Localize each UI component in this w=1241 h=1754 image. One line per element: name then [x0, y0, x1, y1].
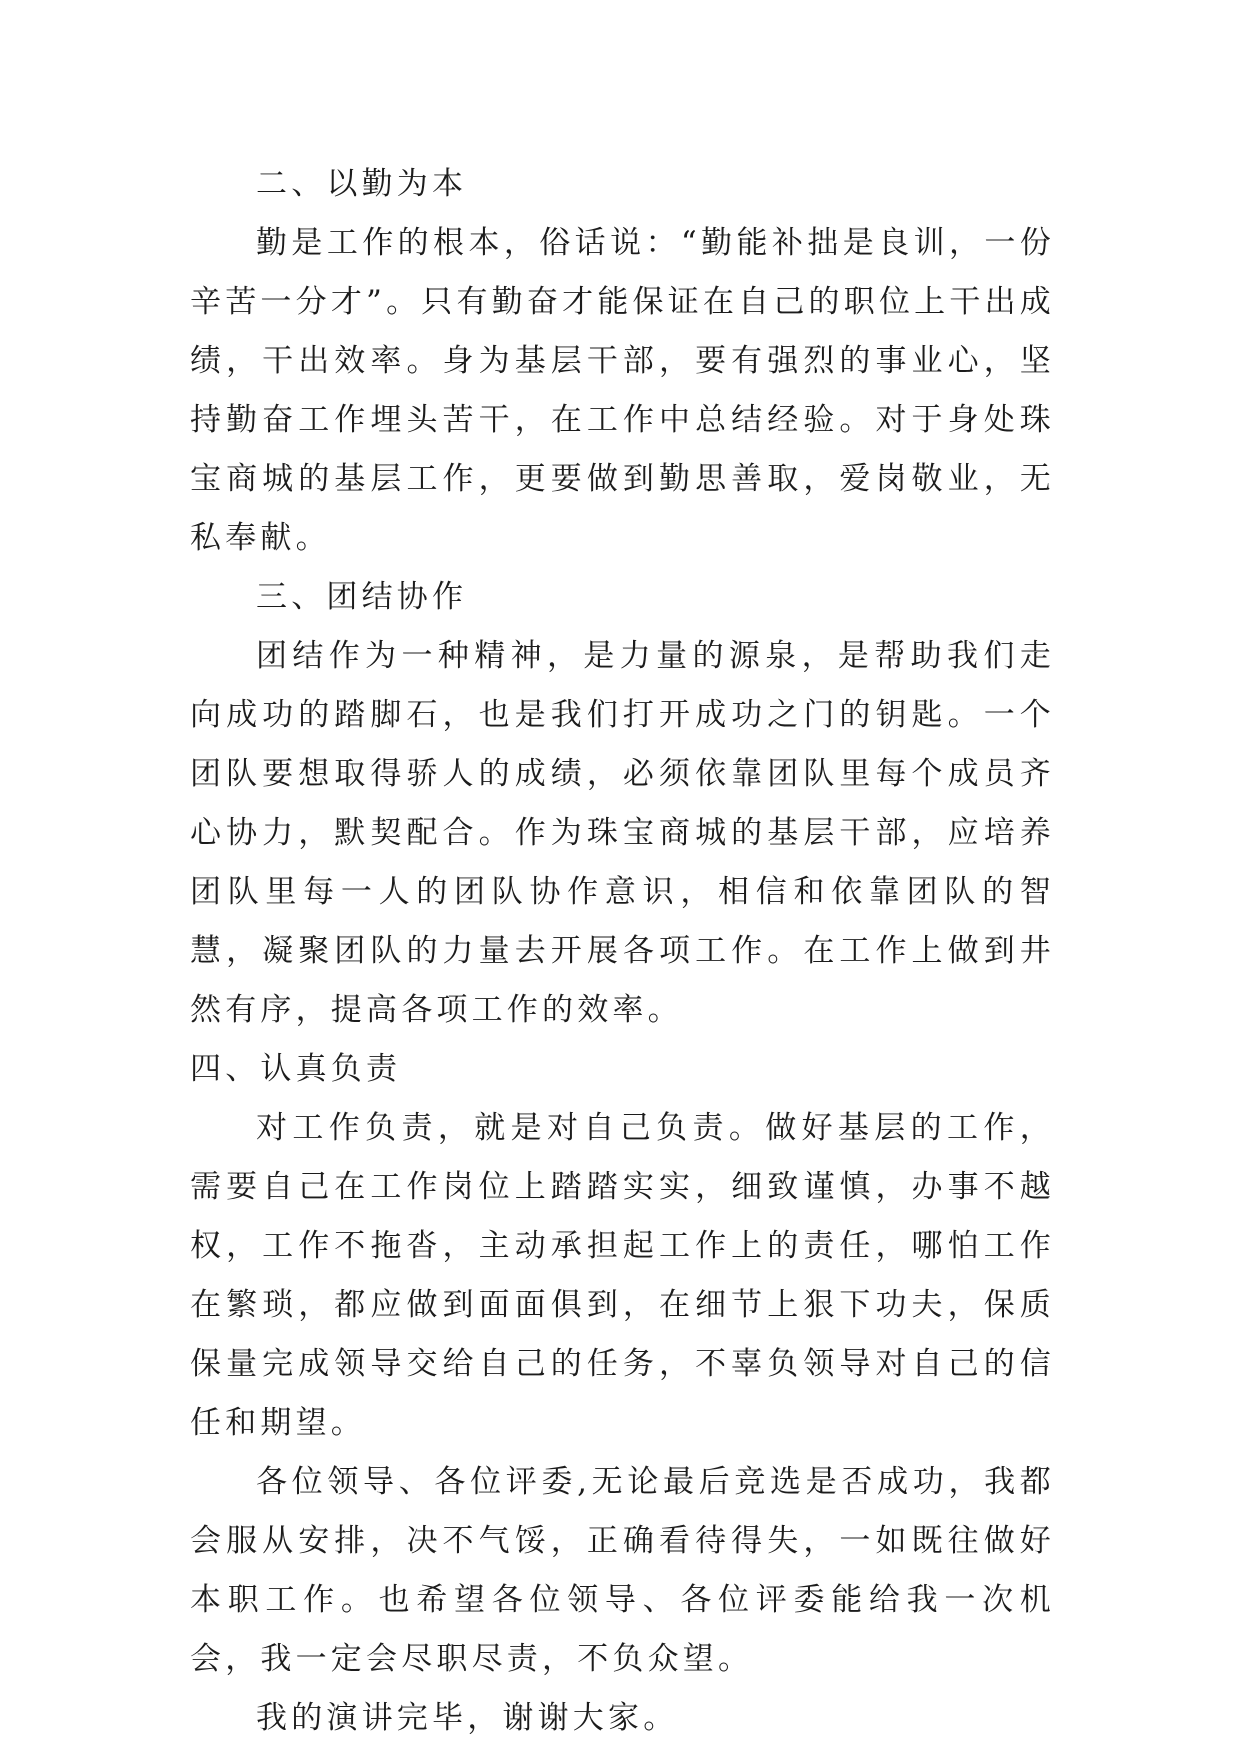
section-heading-teamwork: 三、团结协作 — [256, 579, 468, 615]
section-heading-diligence: 二、以勤为本 — [256, 166, 468, 202]
paragraph-responsibility: 对工作负责，就是对自己负责。做好基层的工作，需要自己在工作岗位上踏踏实实，细致谨慎，办事不越权，工作不拖沓，主动承担起工作上的责任，哪怕工作在繁琐，都应做到面面俱到，在细节上狠下功夫，保质保量完成领导交给自己的任务，不辜负领导对自己的信任和期望。 — [190, 1110, 1055, 1441]
section-heading-responsibility: 四、认真负责 — [190, 1051, 402, 1087]
paragraph-teamwork: 团结作为一种精神，是力量的源泉，是帮助我们走向成功的踏脚石，也是我们打开成功之门的钥匙。一个团队要想取得骄人的成绩，必须依靠团队里每个成员齐心协力，默契配合。作为珠宝商城的基层干部，应培养团队里每一人的团队协作意识，相信和依靠团队的智慧，凝聚团队的力量去开展各项工作。在工作上做到井然有序，提高各项工作的效率。 — [190, 638, 1055, 1028]
document-body — [190, 155, 1055, 1748]
paragraph-closing-remarks: 各位领导、各位评委,无论最后竞选是否成功，我都会服从安排，决不气馁，正确看待得失，一如既往做好本职工作。也希望各位领导、各位评委能给我一次机会，我一定会尽职尽责，不负众望。 — [190, 1464, 1055, 1677]
paragraph-diligence: 勤是工作的根本，俗话说：“勤能补拙是良训，一份辛苦一分才”。只有勤奋才能保证在自己的职位上干出成绩，干出效率。身为基层干部，要有强烈的事业心，坚持勤奋工作埋头苦干，在工作中总结经验。对于身处珠宝商城的基层工作，更要做到勤思善取，爱岗敬业，无私奉献。 — [190, 225, 1055, 556]
paragraph-thanks: 我的演讲完毕，谢谢大家。 — [256, 1700, 679, 1736]
